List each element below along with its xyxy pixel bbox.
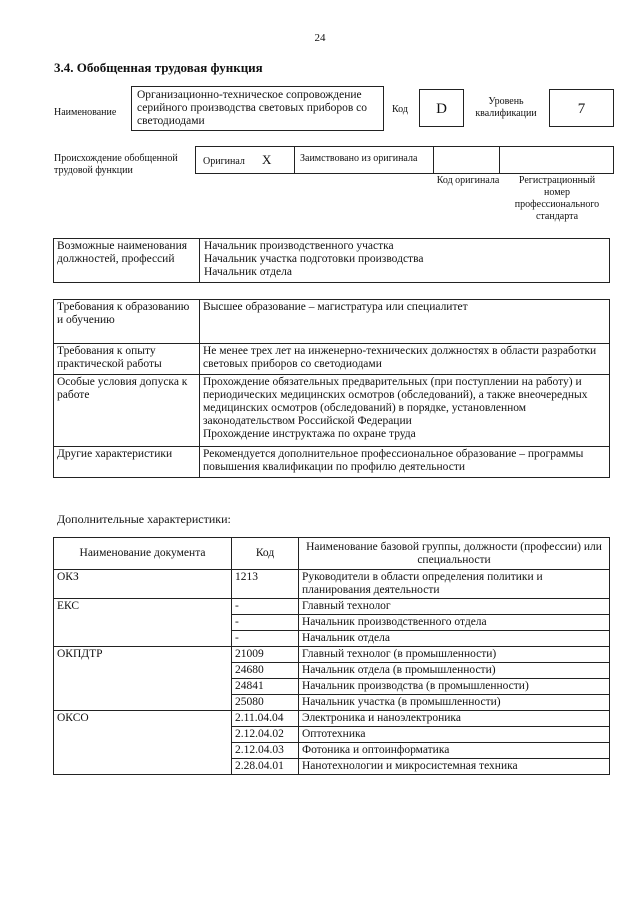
additional-title: Дополнительные характеристики: [57, 512, 231, 526]
origin-label: Происхождение обобщенной трудовой функции [54, 153, 178, 176]
code-cell: 1213 [232, 570, 299, 599]
table-row [54, 599, 610, 615]
positions-values [200, 239, 610, 283]
req-value-other: Рекомендуется дополнительное профессиональное образование – программы повышения квалификации по профилю деятельности [200, 447, 610, 478]
req-label-conditions: Особые условия допуска к работе [54, 375, 200, 447]
code-cell: 2.11.04.04 [232, 711, 299, 727]
borrowed-box [294, 146, 434, 174]
name-cell: Главный технолог [299, 599, 610, 615]
name-cell: Главный технолог (в промышленности) [299, 647, 610, 663]
reg-number-label: Регистрационный номер профессионального стандарта [514, 175, 600, 222]
header-code: Код [232, 538, 299, 570]
code-cell: 2.12.04.02 [232, 727, 299, 743]
table-row [54, 570, 610, 599]
code-cell: - [232, 631, 299, 647]
req-label-education: Требования к образованию и обучению [54, 300, 200, 344]
position-item: Начальник производственного участка [204, 240, 394, 252]
conditions-text-2: Прохождение инструктажа по охране труда [203, 428, 416, 440]
positions-label: Возможные наименования должностей, профессий [54, 239, 200, 283]
code-cell: 2.28.04.01 [232, 759, 299, 775]
code-original-label: Код оригинала [436, 175, 500, 186]
function-code: D [419, 89, 464, 127]
additional-table [53, 537, 610, 775]
name-label: Наименование [54, 107, 117, 118]
doc-cell: ОКЗ [54, 570, 232, 599]
name-cell: Начальник производства (в промышленности) [299, 679, 610, 695]
req-value-conditions [200, 375, 610, 447]
req-value-education: Высшее образование – магистратура или специалитет [200, 300, 610, 344]
name-cell: Начальник отдела (в промышленности) [299, 663, 610, 679]
name-cell: Начальник отдела [299, 631, 610, 647]
level-value: 7 [549, 89, 614, 127]
doc-cell: ОКПДТР [54, 647, 232, 711]
name-cell: Электроника и наноэлектроника [299, 711, 610, 727]
code-label: Код [392, 104, 408, 115]
header-document: Наименование документа [54, 538, 232, 570]
req-label-other: Другие характеристики [54, 447, 200, 478]
level-label: Уровень квалификации [475, 96, 537, 119]
original-box [195, 146, 295, 174]
code-cell: - [232, 599, 299, 615]
page-number: 24 [314, 32, 326, 44]
function-name: Организационно-техническое сопровождение серийного производства световых приборов со светодиодами [131, 86, 384, 131]
doc-cell: ОКСО [54, 711, 232, 775]
section-title: 3.4. Обобщенная трудовая функция [54, 60, 263, 75]
code-cell: 24841 [232, 679, 299, 695]
code-cell: - [232, 615, 299, 631]
table-row [54, 711, 610, 727]
code-cell: 24680 [232, 663, 299, 679]
name-cell: Начальник производственного отдела [299, 615, 610, 631]
code-cell: 25080 [232, 695, 299, 711]
header-name: Наименование базовой группы, должности (профессии) или специальности [299, 538, 610, 570]
code-original-box [433, 146, 500, 174]
reg-number-box [499, 146, 614, 174]
doc-cell: ЕКС [54, 599, 232, 647]
original-label: Оригинал [203, 156, 245, 167]
name-cell: Оптотехника [299, 727, 610, 743]
code-cell: 2.12.04.03 [232, 743, 299, 759]
req-value-experience: Не менее трех лет на инженерно-технических должностях в области разработки световых приборов со светодиодами [200, 344, 610, 375]
requirements-table [53, 299, 610, 478]
name-cell: Фотоника и оптоинформатика [299, 743, 610, 759]
conditions-text: Прохождение обязательных предварительных (при поступлении на работу) и периодических медицинских осмотров (обследований), а также внеочередных медицинских осмотров (обследований) в порядке, установленном законодательством Российской Федерации [203, 376, 588, 427]
name-cell: Начальник участка (в промышленности) [299, 695, 610, 711]
code-cell: 21009 [232, 647, 299, 663]
positions-table [53, 238, 610, 283]
name-cell: Нанотехнологии и микросистемная техника [299, 759, 610, 775]
name-cell: Руководители в области определения политики и планирования деятельности [299, 570, 610, 599]
position-item: Начальник отдела [204, 266, 292, 278]
original-mark: X [262, 152, 272, 167]
req-label-experience: Требования к опыту практической работы [54, 344, 200, 375]
position-item: Начальник участка подготовки производства [204, 253, 424, 265]
borrowed-label: Заимствовано из оригинала [300, 153, 418, 164]
table-row [54, 647, 610, 663]
